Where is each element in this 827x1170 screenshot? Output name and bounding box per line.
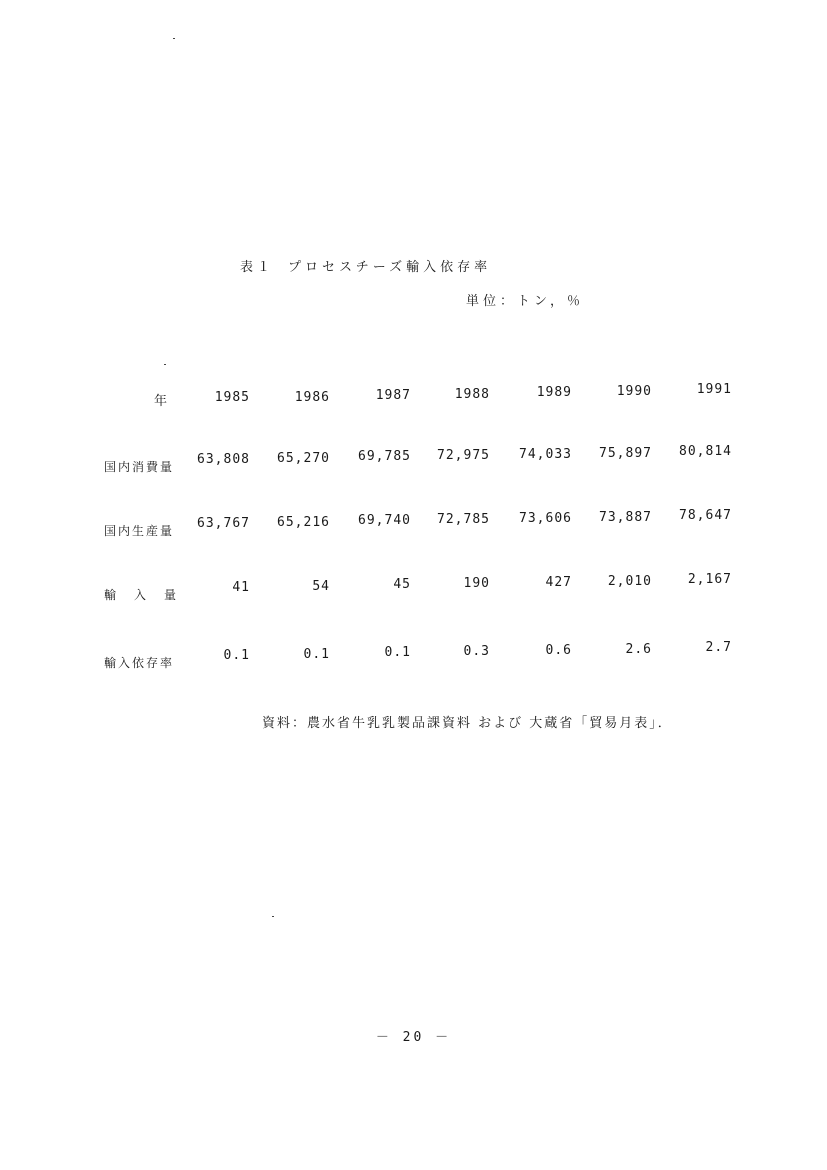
table-title-text: プロセスチーズ輸入依存率 bbox=[288, 260, 492, 275]
scan-speck bbox=[164, 364, 166, 365]
table-cell: 73,606 bbox=[519, 511, 572, 526]
table-cell: 75,897 bbox=[599, 446, 652, 461]
table-title bbox=[240, 256, 491, 275]
source-note: 資料：農水省牛乳乳製品課資料 および 大蔵省「貿易月表」． bbox=[262, 716, 673, 731]
year-column-header: 年 bbox=[153, 394, 168, 409]
table-cell: 41 bbox=[232, 580, 250, 595]
table-cell: 69,785 bbox=[358, 449, 411, 464]
year-header: 1986 bbox=[294, 390, 330, 405]
table-cell: 78,647 bbox=[679, 508, 732, 523]
table-cell: 190 bbox=[463, 576, 490, 591]
table-cell: 80,814 bbox=[679, 444, 732, 459]
table-cell: 73,887 bbox=[599, 510, 652, 525]
scan-speck bbox=[173, 38, 175, 39]
row-label: 輸入依存率 bbox=[104, 656, 175, 670]
year-header: 1991 bbox=[696, 382, 732, 397]
page-number: － 20 － bbox=[375, 1030, 452, 1045]
unit-note: 単位：トン，％ bbox=[466, 294, 584, 309]
table-cell: 0.1 bbox=[223, 648, 250, 663]
table-cell: 2,010 bbox=[607, 574, 652, 589]
table-cell: 2.7 bbox=[705, 640, 732, 655]
table-cell: 69,740 bbox=[358, 513, 411, 528]
scan-speck bbox=[272, 916, 274, 917]
table-cell: 65,216 bbox=[277, 515, 330, 530]
table-cell: 54 bbox=[312, 579, 330, 594]
row-label: 国内生産量 bbox=[104, 524, 175, 538]
table-cell: 0.6 bbox=[545, 643, 572, 658]
table-cell: 427 bbox=[545, 575, 572, 590]
table-cell: 0.1 bbox=[384, 645, 411, 660]
row-label: 輸入量 bbox=[104, 588, 195, 602]
table-cell: 63,767 bbox=[197, 516, 250, 531]
table-cell: 72,785 bbox=[437, 512, 490, 527]
table-cell: 2.6 bbox=[625, 642, 652, 657]
year-header: 1990 bbox=[616, 384, 652, 399]
year-header: 1989 bbox=[536, 385, 572, 400]
table-cell: 0.1 bbox=[303, 647, 330, 662]
row-label: 国内消費量 bbox=[104, 460, 175, 474]
table-cell: 2,167 bbox=[687, 572, 732, 587]
year-header: 1987 bbox=[375, 388, 411, 403]
table-cell: 74,033 bbox=[519, 447, 572, 462]
table-number: 表１ bbox=[240, 260, 275, 275]
table-cell: 0.3 bbox=[463, 644, 490, 659]
table-cell: 72,975 bbox=[437, 448, 490, 463]
table-cell: 65,270 bbox=[277, 451, 330, 466]
table-cell: 45 bbox=[393, 577, 411, 592]
year-header: 1985 bbox=[214, 390, 250, 405]
year-header: 1988 bbox=[454, 387, 490, 402]
table-cell: 63,808 bbox=[197, 452, 250, 467]
